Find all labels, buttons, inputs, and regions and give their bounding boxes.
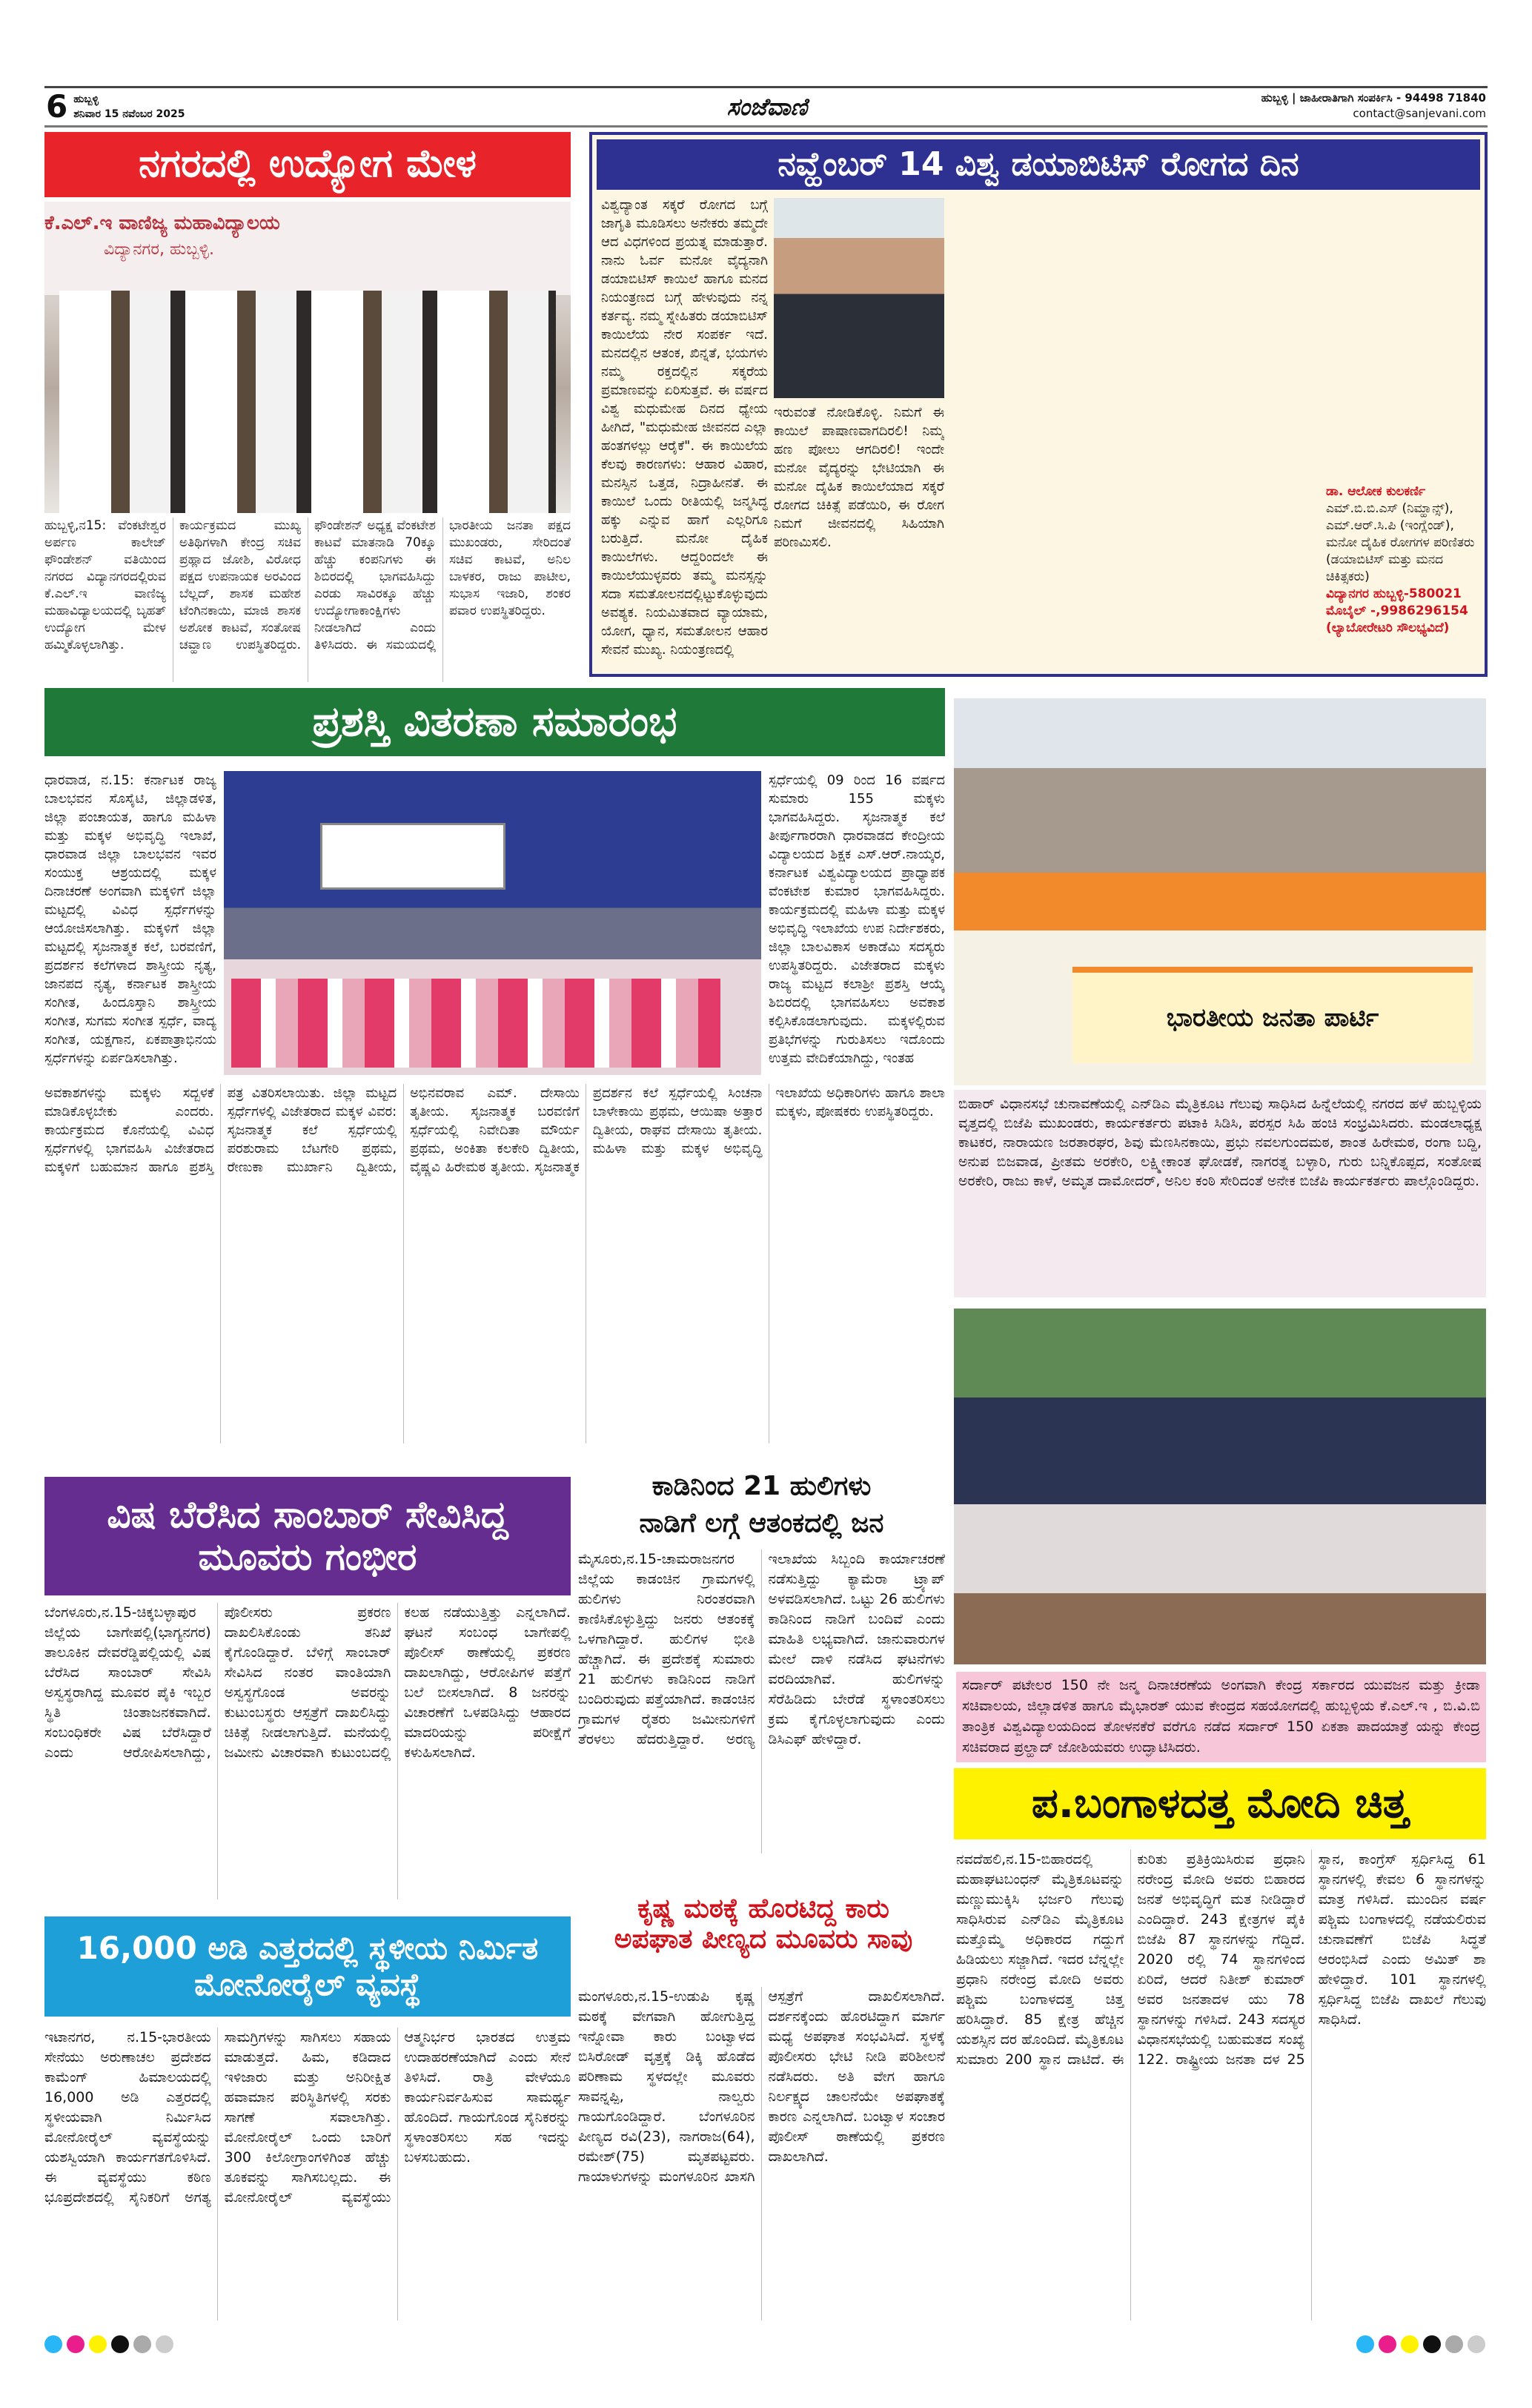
diabetes-body-col3 — [952, 196, 1319, 670]
diabetes-body-col2: ಇರುವಂತೆ ನೋಡಿಕೊಳ್ಳಿ. ನಿಮಗೆ ಈ ಕಾಯಿಲೆ ಪಾಷಾಣವಾಗದಿರಲಿ! ನಿಮ್ಮ ಹಣ ಪೋಲು ಆಗದಿರಲಿ! ಇಂದೇ ಮನೋ ವೈದ್ಯರನ್ನು ಭೇಟಿಯಾಗಿ ಈ ಮನೋ ದೈಹಿಕ ಕಾಯಿಲೆಯಾದ ಸಕ್ಕರೆ ರೋಗದ ಚಿಕಿತ್ಸೆ ಪಡೆಯಿರಿ, ಈ ರೋಗ ನಿಮಗೆ ಜೀವನದಲ್ಲಿ ಸಿಹಿಯಾಗಿ ಪರಿಣಮಿಸಲಿ. — [774, 405, 944, 550]
diabetes-headline: ನವ್ಹೆಂಬರ್ 14 ವಿಶ್ವ ಡಯಾಬಿಟಿಸ್ ರೋಗದ ದಿನ — [597, 139, 1480, 190]
masthead-contact — [1261, 90, 1486, 122]
advert-contact: ಹುಬ್ಬಳ್ಳಿ | ಜಾಹೀರಾತಿಗಾಗಿ ಸಂಪರ್ಕಿಸಿ - 94498 71840 — [1261, 91, 1486, 105]
photo-banner-subtext: ವಿದ್ಯಾನಗರ, ಹುಬ್ಬಳ್ಳಿ. — [104, 240, 214, 259]
diabetes-body: ವಿಶ್ವದ್ಯಾಂತ ಸಕ್ಕರೆ ರೋಗದ ಬಗ್ಗೆ ಜಾಗೃತಿ ಮೂಡಿಸಲು ಅನೇಕರು ತಮ್ಮದೇ ಆದ ವಿಧಗಳಿಂದ ಪ್ರಯತ್ನ ಮಾಡುತ್ತಾರೆ. ನಾನು ಓರ್ವ ಮನೋ ವೈದ್ಯನಾಗಿ ಡಯಾಬಿಟಿಸ್ ಕಾಯಿಲೆ ಹಾಗೂ ಮನದ ನಿಯಂತ್ರಣದ ಬಗ್ಗೆ ಹೇಳುವುದು ನನ್ನ ಕರ್ತವ್ಯ. ನಮ್ಮ ಸ್ನೇಹಿತರು ಡಯಾಬಿಟಿಸ್ ಕಾಯಿಲೆಯ ನೇರ ಸಂಪರ್ಕ ಇದೆ. ಮನದಲ್ಲಿನ ಆತಂಕ, ಖಿನ್ನತೆ, ಭಯಗಳು ನಮ್ಮ ರಕ್ತದಲ್ಲಿನ ಸಕ್ಕರೆಯ ಪ್ರಮಾಣವನ್ನು ಏರಿಸುತ್ತವೆ. ಈ ವರ್ಷದ ವಿಶ್ವ ಮಧುಮೇಹ ದಿನದ ಧ್ಯೇಯ ಹೀಗಿದೆ, "ಮಧುಮೇಹ ಜೀವನದ ಎಲ್ಲಾ ಹಂತಗಳಲ್ಲು ಆರೈಕೆ". ಈ ಕಾಯಿಲೆಯ ಕೆಲವು ಕಾರಣಗಳು: ಆಹಾರ ವಿಹಾರ, ಮನಸ್ಸಿನ ಒತ್ತಡ, ನಿದ್ರಾಹೀನತೆ. ಈ ಕಾಯಿಲೆ ಒಂದು ರೀತಿಯಲ್ಲಿ ಜನ್ಮಸಿದ್ಧ ಹಕ್ಕು ಎನ್ನುವ ಹಾಗೆ ಎಲ್ಲರಿಗೂ ಬರುತ್ತಿದೆ. ಮನೋ ದೈಹಿಕ ಕಾಯಿಲೆಗಳು. ಆದ್ದರಿಂದಲೇ ಈ ಕಾಯಿಲೆಯುಳ್ಳವರು ತಮ್ಮ ಮನಸ್ಸನ್ನು ಸದಾ ಸಮತೋಲನದಲ್ಲಿಟ್ಟುಕೊಳ್ಳುವುದು ಅವಶ್ಯಕ. ನಿಯಮಿತವಾದ ವ್ಯಾಯಾಮ, ಯೋಗ, ಧ್ಯಾನ, ಸಮತೋಲನ ಆಹಾರ ಸೇವನೆ ಮುಖ್ಯ. ನಿಯಂತ್ರಣದಲ್ಲಿ — [601, 197, 768, 658]
contact-email[interactable]: contact@sanjevani.com — [1353, 107, 1486, 120]
clinic-address: ವಿದ್ಯಾನಗರ ಹುಬ್ಬಳ್ಳಿ-580021 — [1326, 586, 1462, 601]
doctor-photo — [774, 198, 944, 398]
tigers-headline-line1: ಕಾಡಿನಿಂದ 21 ಹುಲಿಗಳು — [651, 1471, 872, 1501]
edition-city: ಹುಬ್ಬಳ್ಳಿ — [73, 93, 99, 105]
people-silhouettes — [59, 291, 556, 513]
tigers-headline-line2: ನಾಡಿಗೆ ಲಗ್ಗೆ ಆತಂಕದಲ್ಲಿ ಜನ — [639, 1508, 884, 1538]
masthead-rule-top — [44, 86, 1488, 88]
edition-date: ಶನಿವಾರ 15 ನವೆಂಬರ 2025 — [73, 108, 185, 120]
event-banner — [320, 823, 505, 890]
poison-headline: ವಿಷ ಬೆರೆಸಿದ ಸಾಂಬಾರ್ ಸೇವಿಸಿದ್ದ ಮೂವರು ಗಂಭೀರ — [44, 1477, 571, 1595]
job-fair-photo — [44, 202, 571, 513]
award-body-bottom: ಅವಕಾಶಗಳನ್ನು ಮಕ್ಕಳು ಸದ್ಬಳಕೆ ಮಾಡಿಕೊಳ್ಳಬೇಕು ಎಂದರು. ಕಾರ್ಯಕ್ರಮದ ಕೊನೆಯಲ್ಲಿ ವಿವಿಧ ಸ್ಪರ್ಧೆಗಳಲ್ಲಿ ಭಾಗವಹಿಸಿ ವಿಜೇತರಾದ ಮಕ್ಕಳಿಗೆ ಬಹುಮಾನ ಹಾಗೂ ಪ್ರಶಸ್ತಿ ಪತ್ರ ವಿತರಿಸಲಾಯಿತು. ಜಿಲ್ಲಾ ಮಟ್ಟದ ಸ್ಪರ್ಧೆಗಳಲ್ಲಿ ವಿಜೇತರಾದ ಮಕ್ಕಳ ವಿವರ: ಸೃಜನಾತ್ಮಕ ಕಲೆ ಸ್ಪರ್ಧೆಯಲ್ಲಿ ಪರಶುರಾಮ ಬೆಟಗೇರಿ ಪ್ರಥಮ, ರೇಣುಕಾ ಮುರ್ಖಾನಿ ದ್ವಿತೀಯ, ಅಭಿನವರಾವ ಎಮ್. ದೇಸಾಯಿ ತೃತೀಯ. ಸೃಜನಾತ್ಮಕ ಬರವಣಿಗೆ ಸ್ಪರ್ಧೆಯಲ್ಲಿ ನಿವೇದಿತಾ ಮೌರ್ಯ ಪ್ರಥಮ, ಅಂಕಿತಾ ಕಲಕೇರಿ ದ್ವಿತೀಯ, ವೈಷ್ಣವಿ ಹಿರೇಮಠ ತೃತೀಯ. ಸೃಜನಾತ್ಮಕ ಪ್ರದರ್ಶನ ಕಲೆ ಸ್ಪರ್ಧೆಯಲ್ಲಿ ಸಿಂಚನಾ ಬಾಳೇಕಾಯಿ ಪ್ರಥಮ, ಆಯಿಷಾ ಅತ್ತಾರ ದ್ವಿತೀಯ, ರಾಘವ ದೇಸಾಯಿ ತೃತೀಯ. ಮಹಿಳಾ ಮತ್ತು ಮಕ್ಕಳ ಅಭಿವೃದ್ಧಿ ಇಲಾಖೆಯ ಅಧಿಕಾರಿಗಳು ಹಾಗೂ ಶಾಲಾ ಮಕ್ಕಳು, ಪೋಷಕರು ಉಪಸ್ಥಿತರಿದ್ದರು. — [44, 1085, 945, 1175]
color-marks-left — [44, 2335, 178, 2356]
job-fair-body: ಹುಬ್ಬಳ್ಳಿ,ನ15: ವೆಂಕಟೇಶ್ವರ ಅರ್ಪಣ ಕಾಲೇಜ್ ಫೌಂಡೇಶನ್ ವತಿಯಿಂದ ನಗರದ ವಿದ್ಯಾನಗರದಲ್ಲಿರುವ ಕೆ.ಎಲ್.ಇ ವಾಣಿಜ್ಯ ಮಹಾವಿದ್ಯಾಲಯದಲ್ಲಿ ಬೃಹತ್ ಉದ್ಯೋಗ ಮೇಳ ಹಮ್ಮಿಕೊಳ್ಳಲಾಗಿತ್ತು. ಕಾರ್ಯಕ್ರಮದ ಮುಖ್ಯ ಅತಿಥಿಗಳಾಗಿ ಕೇಂದ್ರ ಸಚಿವ ಪ್ರಹ್ಲಾದ ಜೋಶಿ, ವಿರೋಧ ಪಕ್ಷದ ಉಪನಾಯಕ ಅರವಿಂದ ಬೆಲ್ಲದ್, ಶಾಸಕ ಮಹೇಶ ಟೆಂಗಿನಕಾಯಿ, ಮಾಜಿ ಶಾಸಕ ಅಶೋಕ ಕಾಟವೆ, ಸಂತೋಷ ಚವ್ಹಾಣ ಉಪಸ್ಥಿತರಿದ್ದರು. ಫೌಂಡೇಶನ್ ಅಧ್ಯಕ್ಷ ವೆಂಕಟೇಶ ಕಾಟವೆ ಮಾತನಾಡಿ 70ಕ್ಕೂ ಹೆಚ್ಚು ಕಂಪನಿಗಳು ಈ ಶಿಬಿರದಲ್ಲಿ ಭಾಗವಹಿಸಿದ್ದು ಎರಡು ಸಾವಿರಕ್ಕೂ ಹೆಚ್ಚು ಉದ್ಯೋಗಾಕಾಂಕ್ಷಿಗಳು ನೀಡಲಾಗಿದೆ ಎಂದು ತಿಳಿಸಿದರು. ಈ ಸಮಯದಲ್ಲಿ ಭಾರತೀಯ ಜನತಾ ಪಕ್ಷದ ಮುಖಂಡರು, ಸೇರಿದಂತೆ ಸಚಿವ ಕಾಟವೆ, ಅನಿಲ ಬಾಳಕರ, ರಾಜು ಪಾಟೀಲ, ಸುಭಾಸ ಇಜಾರಿ, ಶಂಕರ ಪವಾರ ಉಪಸ್ಥಿತರಿದ್ದರು. — [44, 518, 571, 652]
award-body-right: ಸ್ಪರ್ಧೆಯಲ್ಲಿ 09 ರಿಂದ 16 ವರ್ಷದ ಸುಮಾರು 155 ಮಕ್ಕಳು ಭಾಗವಹಿಸಿದ್ದರು. ಸೃಜನಾತ್ಮಕ ಕಲೆ ತೀರ್ಪುಗಾರರಾಗಿ ಧಾರವಾಡದ ಕೇಂದ್ರೀಯ ವಿದ್ಯಾಲಯದ ಶಿಕ್ಷಕ ಎಸ್.ಆರ್.ನಾಯ್ಕರ, ಕರ್ನಾಟಕ ವಿಶ್ವವಿದ್ಯಾಲಯದ ಪ್ರಾಧ್ಯಾಪಕ ವೆಂಕಟೇಶ ಕುಮಾರ ಭಾಗವಹಿಸಿದ್ದರು. ಕಾರ್ಯಕ್ರಮದಲ್ಲಿ ಮಹಿಳಾ ಮತ್ತು ಮಕ್ಕಳ ಅಭಿವೃದ್ಧಿ ಇಲಾಖೆಯ ಉಪ ನಿರ್ದೇಶಕರು, ಜಿಲ್ಲಾ ಬಾಲವಿಕಾಸ ಅಕಾಡೆಮಿ ಸದಸ್ಯರು ಉಪಸ್ಥಿತರಿದ್ದರು. ವಿಜೇತರಾದ ಮಕ್ಕಳು ರಾಜ್ಯ ಮಟ್ಟದ ಕಲಾಶ್ರೀ ಪ್ರಶಸ್ತಿ ಆಯ್ಕೆ ಶಿಬಿರದಲ್ಲಿ ಭಾಗವಹಿಸಲು ಅವಕಾಶ ಕಲ್ಪಿಸಿಕೊಡಲಾಗುವುದು. ಮಕ್ಕಳಲ್ಲಿರುವ ಪ್ರತಿಭೆಗಳನ್ನು ಗುರುತಿಸಲು ಇದೊಂದು ಉತ್ತಮ ವೇದಿಕೆಯಾಗಿದ್ದು, ಇಂತಹ — [769, 773, 945, 1066]
tigers-headline — [578, 1468, 945, 1542]
monorail-body: ಇಟಾನಗರ, ನ.15-ಭಾರತೀಯ ಸೇನೆಯು ಅರುಣಾಚಲ ಪ್ರದೇಶದ ಕಾಮೆಂಗ್ ಹಿಮಾಲಯದಲ್ಲಿ 16,000 ಅಡಿ ಎತ್ತರದಲ್ಲಿ ಸ್ಥಳೀಯವಾಗಿ ನಿರ್ಮಿಸಿದ ಮೋನೋರೈಲ್ ವ್ಯವಸ್ಥೆಯನ್ನು ಯಶಸ್ವಿಯಾಗಿ ಕಾರ್ಯಗತಗೊಳಿಸಿದೆ. ಈ ವ್ಯವಸ್ಥೆಯು ಕಠಿಣ ಭೂಪ್ರದೇಶದಲ್ಲಿ ಸೈನಿಕರಿಗೆ ಅಗತ್ಯ ಸಾಮಗ್ರಿಗಳನ್ನು ಸಾಗಿಸಲು ಸಹಾಯ ಮಾಡುತ್ತದೆ. ಹಿಮ, ಕಡಿದಾದ ಇಳಿಜಾರು ಮತ್ತು ಅನಿರೀಕ್ಷಿತ ಹವಾಮಾನ ಪರಿಸ್ಥಿತಿಗಳಲ್ಲಿ ಸರಕು ಸಾಗಣೆ ಸವಾಲಾಗಿತ್ತು. ಮೋನೋರೈಲ್ ಒಂದು ಬಾರಿಗೆ 300 ಕಿಲೋಗ್ರಾಂಗಳಿಗಿಂತ ಹೆಚ್ಚು ತೂಕವನ್ನು ಸಾಗಿಸಬಲ್ಲದು. ಈ ಮೋನೋರೈಲ್ ವ್ಯವಸ್ಥೆಯು ಆತ್ಮನಿರ್ಭರ ಭಾರತದ ಉತ್ತಮ ಉದಾಹರಣೆಯಾಗಿದೆ ಎಂದು ಸೇನೆ ತಿಳಿಸಿದೆ. ರಾತ್ರಿ ವೇಳೆಯೂ ಕಾರ್ಯನಿರ್ವಹಿಸುವ ಸಾಮರ್ಥ್ಯ ಹೊಂದಿದೆ. ಗಾಯಗೊಂಡ ಸೈನಿಕರನ್ನು ಸ್ಥಳಾಂತರಿಸಲು ಸಹ ಇದನ್ನು ಬಳಸಬಹುದು. — [44, 2029, 571, 2206]
bjp-caption: ಬಿಹಾರ್ ವಿಧಾನಸಭೆ ಚುನಾವಣೆಯಲ್ಲಿ ಎನ್‌ಡಿಎ ಮೈತ್ರಿಕೂಟ ಗೆಲುವು ಸಾಧಿಸಿದ ಹಿನ್ನೆಲೆಯಲ್ಲಿ ನಗರದ ಹಳೆ ಹುಬ್ಬಳ್ಳಿಯ ವೃತ್ತದಲ್ಲಿ ಬಿಜೆಪಿ ಮುಖಂಡರು, ಕಾರ್ಯಕರ್ತರು ಪಟಾಕಿ ಸಿಡಿಸಿ, ಪರಸ್ಪರ ಸಿಹಿ ಹಂಚಿ ಸಂಭ್ರಮಿಸಿದರು. ಮಂಡಲಾಧ್ಯಕ್ಷ ಕಾಟಕರ, ನಾರಾಯಣ ಜರತಾರಘರ, ಶಿವು ಮೆಣಸಿನಕಾಯಿ, ಪ್ರಭು ನವಲಗುಂದಮಠ, ಶಾಂತ ಹಿರೇಮಠ, ರಂಗಾ ಬದ್ದಿ, ಅನುಪ ಬಿಜವಾಡ, ಪ್ರೀತಮ ಅರಕೇರಿ, ಲಕ್ಷ್ಮೀಕಾಂತ ಘೋಡಕೆ, ನಾಗರತ್ನ ಬಳ್ಳಾರಿ, ಗುರು ಬನ್ನಿಕೊಪ್ಪದ, ಸಂತೋಷ ಅರಕೇರಿ, ರಾಜು ಕಾಳೆ, ಅಮೃತ ದಾಮೋದರ್, ಅನಿಲ ಕಂಠಿ ಸೇರಿದಂತೆ ಅನೇಕ ಬಿಜೆಪಿ ಕಾರ್ಯಕರ್ತರು ಪಾಲ್ಗೊಂಡಿದ್ದರು. — [954, 1090, 1486, 1297]
doctor-credentials: ಎಮ್.ಬಿ.ಬಿ.ಎಸ್ (ನಿಮ್ಹಾನ್ಸ್), ಎಮ್.ಆರ್.ಸಿ.ಪಿ (ಇಂಗ್ಲೆಂಡ್), ಮನೋ ದೈಹಿಕ ರೋಗಗಳ ಪರಿಣಿತರು (ಡಯಾಬಿಟಿಸ್ ಮತ್ತು ಮನದ ಚಿಕಿತ್ಸಕರು) — [1326, 501, 1475, 584]
modi-bengal-body: ನವದೆಹಲಿ,ನ.15-ಬಿಹಾರದಲ್ಲಿ ಮಹಾಘಟಬಂಧನ್ ಮೈತ್ರಿಕೂಟವನ್ನು ಮಣ್ಣುಮುಕ್ಕಿಸಿ ಭರ್ಜರಿ ಗೆಲುವು ಸಾಧಿಸಿರುವ ಎನ್‌ಡಿಎ ಮೈತ್ರಿಕೂಟ ಮತ್ತೊಮ್ಮೆ ಅಧಿಕಾರದ ಗದ್ದುಗೆ ಹಿಡಿಯಲು ಸಜ್ಜಾಗಿದೆ. ಇದರ ಬೆನ್ನಲ್ಲೇ ಪ್ರಧಾನಿ ನರೇಂದ್ರ ಮೋದಿ ಅವರು ಪಶ್ಚಿಮ ಬಂಗಾಳದತ್ತ ಚಿತ್ತ ಹರಿಸಿದ್ದಾರೆ. 85 ಕ್ಷೇತ್ರ ಹೆಚ್ಚಿನ ಯಶಸ್ಸಿನ ದರ ಹೊಂದಿದೆ. ಮೈತ್ರಿಕೂಟ ಸುಮಾರು 200 ಸ್ಥಾನ ದಾಟಿದೆ. ಈ ಕುರಿತು ಪ್ರತಿಕ್ರಿಯಿಸಿರುವ ಪ್ರಧಾನಿ ನರೇಂದ್ರ ಮೋದಿ ಅವರು ಬಿಹಾರದ ಜನತೆ ಅಭಿವೃದ್ಧಿಗೆ ಮತ ನೀಡಿದ್ದಾರೆ ಎಂದಿದ್ದಾರೆ. 243 ಕ್ಷೇತ್ರಗಳ ಪೈಕಿ ಬಿಜೆಪಿ 87 ಸ್ಥಾನಗಳನ್ನು ಗೆದ್ದಿದೆ. 2020 ರಲ್ಲಿ 74 ಸ್ಥಾನಗಳಿಂದ ಏರಿದೆ, ಆದರೆ ನಿತೀಶ್ ಕುಮಾರ್ ಅವರ ಜನತಾದಳ ಯು 78 ಸ್ಥಾನಗಳನ್ನು ಗಳಿಸಿದೆ. 243 ಸದಸ್ಯರ ವಿಧಾನಸಭೆಯಲ್ಲಿ ಬಹುಮತದ ಸಂಖ್ಯೆ 122. ರಾಷ್ಟ್ರೀಯ ಜನತಾ ದಳ 25 ಸ್ಥಾನ, ಕಾಂಗ್ರೆಸ್ ಸ್ಪರ್ಧಿಸಿದ್ದ 61 ಸ್ಥಾನಗಳಲ್ಲಿ ಕೇವಲ 6 ಸ್ಥಾನಗಳನ್ನು ಮಾತ್ರ ಗಳಿಸಿದೆ. ಮುಂದಿನ ವರ್ಷ ಪಶ್ಚಿಮ ಬಂಗಾಳದಲ್ಲಿ ನಡೆಯಲಿರುವ ಚುನಾವಣೆಗೆ ಬಿಜೆಪಿ ಸಿದ್ಧತೆ ಆರಂಭಿಸಿದೆ ಎಂದು ಅಮಿತ್ ಶಾ ಹೇಳಿದ್ದಾರೆ. 101 ಸ್ಥಾನಗಳಲ್ಲಿ ಸ್ಪರ್ಧಿಸಿದ್ದ ಬಿಜೆಪಿ ದಾಖಲೆ ಗೆಲುವು ಸಾಧಿಸಿದೆ. — [956, 1851, 1486, 2068]
award-ceremony-photo — [224, 771, 761, 1075]
award-headline: ಪ್ರಶಸ್ತಿ ವಿತರಣಾ ಸಮಾರಂಭ — [44, 688, 945, 756]
poison-body: ಬೆಂಗಳೂರು,ನ.15-ಚಿಕ್ಕಬಳ್ಳಾಪುರ ಜಿಲ್ಲೆಯ ಬಾಗೇಪಲ್ಲಿ(ಭಾಗ್ಯನಗರ) ತಾಲೂಕಿನ ದೇವರೆಡ್ಡಿಪಲ್ಲಿಯಲ್ಲಿ ವಿಷ ಬೆರೆಸಿದ ಸಾಂಬಾರ್ ಸೇವಿಸಿ ಅಸ್ವಸ್ಥರಾಗಿದ್ದ ಮೂವರ ಪೈಕಿ ಇಬ್ಬರ ಸ್ಥಿತಿ ಚಿಂತಾಜನಕವಾಗಿದೆ. ಸಂಬಂಧಿಕರೇ ವಿಷ ಬೆರೆಸಿದ್ದಾರೆ ಎಂದು ಆರೋಪಿಸಲಾಗಿದ್ದು, ಪೊಲೀಸರು ಪ್ರಕರಣ ದಾಖಲಿಸಿಕೊಂಡು ತನಿಖೆ ಕೈಗೊಂಡಿದ್ದಾರೆ. ಬೆಳಿಗ್ಗೆ ಸಾಂಬಾರ್ ಸೇವಿಸಿದ ನಂತರ ವಾಂತಿಯಾಗಿ ಅಸ್ವಸ್ಥಗೊಂಡ ಅವರನ್ನು ಕುಟುಂಬಸ್ಥರು ಆಸ್ಪತ್ರೆಗೆ ದಾಖಲಿಸಿದ್ದು ಚಿಕಿತ್ಸೆ ನೀಡಲಾಗುತ್ತಿದೆ. ಮನೆಯಲ್ಲಿ ಜಮೀನು ವಿಚಾರವಾಗಿ ಕುಟುಂಬದಲ್ಲಿ ಕಲಹ ನಡೆಯುತ್ತಿತ್ತು ಎನ್ನಲಾಗಿದೆ. ಘಟನೆ ಸಂಬಂಧ ಬಾಗೇಪಲ್ಲಿ ಪೊಲೀಸ್ ಠಾಣೆಯಲ್ಲಿ ಪ್ರಕರಣ ದಾಖಲಾಗಿದ್ದು, ಆರೋಪಿಗಳ ಪತ್ತೆಗೆ ಬಲೆ ಬೀಸಲಾಗಿದೆ. 8 ಜನರನ್ನು ವಿಚಾರಣೆಗೆ ಒಳಪಡಿಸಿದ್ದು ಆಹಾರದ ಮಾದರಿಯನ್ನು ಪರೀಕ್ಷೆಗೆ ಕಳುಹಿಸಲಾಗಿದೆ. — [44, 1604, 571, 1761]
doctor-signature — [1326, 483, 1478, 637]
page-number-block — [46, 90, 185, 123]
bjp-celebration-photo — [954, 698, 1486, 1085]
flower-table — [231, 979, 720, 1068]
clinic-mobile: ಮೊಬೈಲ್ -,9986296154 — [1326, 603, 1468, 618]
accident-headline: ಕೃಷ್ಣ ಮಠಕ್ಕೆ ಹೊರಟಿದ್ದ ಕಾರು ಅಪಘಾತ ಪೀಣ್ಯದ ಮೂವರು ಸಾವು — [614, 1893, 913, 1954]
sardar-padayatra-photo — [954, 1309, 1486, 1664]
masthead-rule-bottom — [44, 125, 1488, 128]
award-body: ಧಾರವಾಡ, ನ.15: ಕರ್ನಾಟಕ ರಾಜ್ಯ ಬಾಲಭವನ ಸೊಸೈಟಿ, ಜಿಲ್ಲಾಡಳಿತ, ಜಿಲ್ಲಾ ಪಂಚಾಯತ, ಹಾಗೂ ಮಹಿಳಾ ಮತ್ತು ಮಕ್ಕಳ ಅಭಿವೃದ್ಧಿ ಇಲಾಖೆ, ಧಾರವಾಡ ಜಿಲ್ಲಾ ಬಾಲಭವನ ಇವರ ಸಂಯುಕ್ತ ಆಶ್ರಯದಲ್ಲಿ ಮಕ್ಕಳ ದಿನಾಚರಣೆ ಅಂಗವಾಗಿ ಮಕ್ಕಳಿಗೆ ಜಿಲ್ಲಾ ಮಟ್ಟದಲ್ಲಿ ವಿವಿಧ ಸ್ಪರ್ಧೆಗಳನ್ನು ಆಯೋಜಿಸಲಾಗಿತ್ತು. ಮಕ್ಕಳಿಗೆ ಜಿಲ್ಲಾ ಮಟ್ಟದಲ್ಲಿ ಸೃಜನಾತ್ಮಕ ಕಲೆ, ಬರವಣಿಗೆ, ಪ್ರದರ್ಶನ ಕಲೆಗಳಾದ ಶಾಸ್ತ್ರೀಯ ನೃತ್ಯ, ಜಾನಪದ ನೃತ್ಯ, ಕರ್ನಾಟಕ ಶಾಸ್ತ್ರೀಯ ಸಂಗೀತ, ಹಿಂದೂಸ್ತಾನಿ ಶಾಸ್ತ್ರೀಯ ಸಂಗೀತ, ಸುಗಮ ಸಂಗೀತ ಸ್ಪರ್ಧೆ, ವಾದ್ಯ ಸಂಗೀತ, ಯಕ್ಷಗಾನ, ಏಕಪಾತ್ರಾಭಿನಯ ಸ್ಪರ್ಧೆಗಳನ್ನು ಏರ್ಪಡಿಸಲಾಗಿತ್ತು. — [44, 773, 216, 1066]
color-marks-right — [1356, 2335, 1490, 2356]
diabetes-body-col5 — [1326, 196, 1478, 477]
job-fair-headline: ನಗರದಲ್ಲಿ ಉದ್ಯೋಗ ಮೇಳ — [44, 132, 571, 197]
tigers-body: ಮೈಸೂರು,ನ.15-ಚಾಮರಾಜನಗರ ಜಿಲ್ಲೆಯ ಕಾಡಂಚಿನ ಗ್ರಾಮಗಳಲ್ಲಿ ಹುಲಿಗಳು ನಿರಂತರವಾಗಿ ಕಾಣಿಸಿಕೊಳ್ಳುತ್ತಿದ್ದು ಜನರು ಆತಂಕಕ್ಕೆ ಒಳಗಾಗಿದ್ದಾರೆ. ಹುಲಿಗಳ ಭೀತಿ ಹೆಚ್ಚಾಗಿದೆ. ಈ ಪ್ರದೇಶಕ್ಕೆ ಸುಮಾರು 21 ಹುಲಿಗಳು ಕಾಡಿನಿಂದ ನಾಡಿಗೆ ಬಂದಿರುವುದು ಪತ್ತೆಯಾಗಿದೆ. ಕಾಡಂಚಿನ ಗ್ರಾಮಗಳ ರೈತರು ಜಮೀನುಗಳಿಗೆ ತೆರಳಲು ಹೆದರುತ್ತಿದ್ದಾರೆ. ಅರಣ್ಯ ಇಲಾಖೆಯ ಸಿಬ್ಬಂದಿ ಕಾರ್ಯಾಚರಣೆ ನಡೆಸುತ್ತಿದ್ದು ಕ್ಯಾಮೆರಾ ಟ್ರ್ಯಾಪ್ ಅಳವಡಿಸಲಾಗಿದೆ. ಒಟ್ಟು 26 ಹುಲಿಗಳು ಕಾಡಿನಿಂದ ನಾಡಿಗೆ ಬಂದಿವೆ ಎಂದು ಮಾಹಿತಿ ಲಭ್ಯವಾಗಿದೆ. ಜಾನುವಾರುಗಳ ಮೇಲೆ ದಾಳಿ ನಡೆಸಿದ ಘಟನೆಗಳು ವರದಿಯಾಗಿವೆ. ಹುಲಿಗಳನ್ನು ಸೆರೆಹಿಡಿದು ಬೇರೆಡೆ ಸ್ಥಳಾಂತರಿಸಲು ಕ್ರಮ ಕೈಗೊಳ್ಳಲಾಗುವುದು ಎಂದು ಡಿಸಿಎಫ್ ಹೇಳಿದ್ದಾರೆ. — [578, 1551, 945, 1747]
lab-note: (ಲ್ಯಾಬೋರೇಟರಿ ಸೌಲಭ್ಯವಿದೆ) — [1326, 621, 1450, 635]
diabetes-article — [589, 132, 1488, 677]
photo-banner-text: ಕೆ.ಎಲ್.ಇ ವಾಣಿಜ್ಯ ಮಹಾವಿದ್ಯಾಲಯ — [44, 212, 280, 234]
monorail-headline: 16,000 ಅಡಿ ಎತ್ತರದಲ್ಲಿ ಸ್ಥಳೀಯ ನಿರ್ಮಿತ ಮೋನೋರೈಲ್ ವ್ಯವಸ್ಥೆ — [44, 1916, 571, 2017]
sardar-caption: ಸರ್ದಾರ್ ಪಟೇಲರ 150 ನೇ ಜನ್ಮ ದಿನಾಚರಣೆಯ ಅಂಗವಾಗಿ ಕೇಂದ್ರ ಸರ್ಕಾರದ ಯುವಜನ ಮತ್ತು ಕ್ರೀಡಾ ಸಚಿವಾಲಯ, ಜಿಲ್ಲಾಡಳಿತ ಹಾಗೂ ಮೈಭಾರತ್ ಯುವ ಕೇಂದ್ರದ ಸಹಯೋಗದಲ್ಲಿ ಹುಬ್ಬಳ್ಳಿಯ ಕೆ.ಎಲ್.ಇ , ಬಿ.ವಿ.ಬಿ ತಾಂತ್ರಿಕ ವಿಶ್ವವಿದ್ಯಾಲಯದಿಂದ ತೋಳನಕೆರೆ ವರೆಗೂ ನಡೆದ ಸರ್ದಾರ್ 150 ಏಕತಾ ಪಾದಯಾತ್ರೆ ಯನ್ನು ಕೇಂದ್ರ ಸಚಿವರಾದ ಪ್ರಲ್ಹಾದ್ ಜೋಶಿಯವರು ಉದ್ಘಾಟಿಸಿದರು. — [956, 1672, 1486, 1762]
accident-body: ಮಂಗಳೂರು,ನ.15-ಉಡುಪಿ ಕೃಷ್ಣ ಮಠಕ್ಕೆ ವೇಗವಾಗಿ ಹೋಗುತ್ತಿದ್ದ ಇನ್ನೋವಾ ಕಾರು ಬಂಟ್ವಾಳದ ಬಿಸಿರೋಡ್ ವೃತ್ತಕ್ಕೆ ಡಿಕ್ಕಿ ಹೊಡೆದ ಪರಿಣಾಮ ಸ್ಥಳದಲ್ಲೇ ಮೂವರು ಸಾವನ್ನಪ್ಪಿ, ನಾಲ್ವರು ಗಾಯಗೊಂಡಿದ್ದಾರೆ. ಬೆಂಗಳೂರಿನ ಪೀಣ್ಯದ ರವಿ(23), ನಾಗರಾಜ(64), ರಮೇಶ್(75) ಮೃತಪಟ್ಟವರು. ಗಾಯಾಳುಗಳನ್ನು ಮಂಗಳೂರಿನ ಖಾಸಗಿ ಆಸ್ಪತ್ರೆಗೆ ದಾಖಲಿಸಲಾಗಿದೆ. ದರ್ಶನಕ್ಕೆಂದು ಹೊರಟಿದ್ದಾಗ ಮಾರ್ಗ ಮಧ್ಯೆ ಅಪಘಾತ ಸಂಭವಿಸಿದೆ. ಸ್ಥಳಕ್ಕೆ ಪೊಲೀಸರು ಭೇಟಿ ನೀಡಿ ಪರಿಶೀಲನೆ ನಡೆಸಿದರು. ಅತಿ ವೇಗ ಹಾಗೂ ನಿರ್ಲಕ್ಷ್ಯದ ಚಾಲನೆಯೇ ಅಪಘಾತಕ್ಕೆ ಕಾರಣ ಎನ್ನಲಾಗಿದೆ. ಬಂಟ್ವಾಳ ಸಂಚಾರ ಪೊಲೀಸ್ ಠಾಣೆಯಲ್ಲಿ ಪ್ರಕರಣ ದಾಖಲಾಗಿದೆ. — [578, 1988, 945, 2185]
bjp-banner: ಭಾರತೀಯ ಜನತಾ ಪಾರ್ಟಿ — [1072, 967, 1473, 1063]
newspaper-logo: ಸಂಜೆವಾಣಿ — [726, 92, 808, 121]
page-number: 6 — [46, 88, 68, 125]
modi-bengal-headline: ಪ.ಬಂಗಾಳದತ್ತ ಮೋದಿ ಚಿತ್ತ — [954, 1768, 1486, 1839]
doctor-name: ಡಾ. ಆಲೋಕ ಕುಲಕರ್ಣಿ — [1326, 484, 1425, 499]
